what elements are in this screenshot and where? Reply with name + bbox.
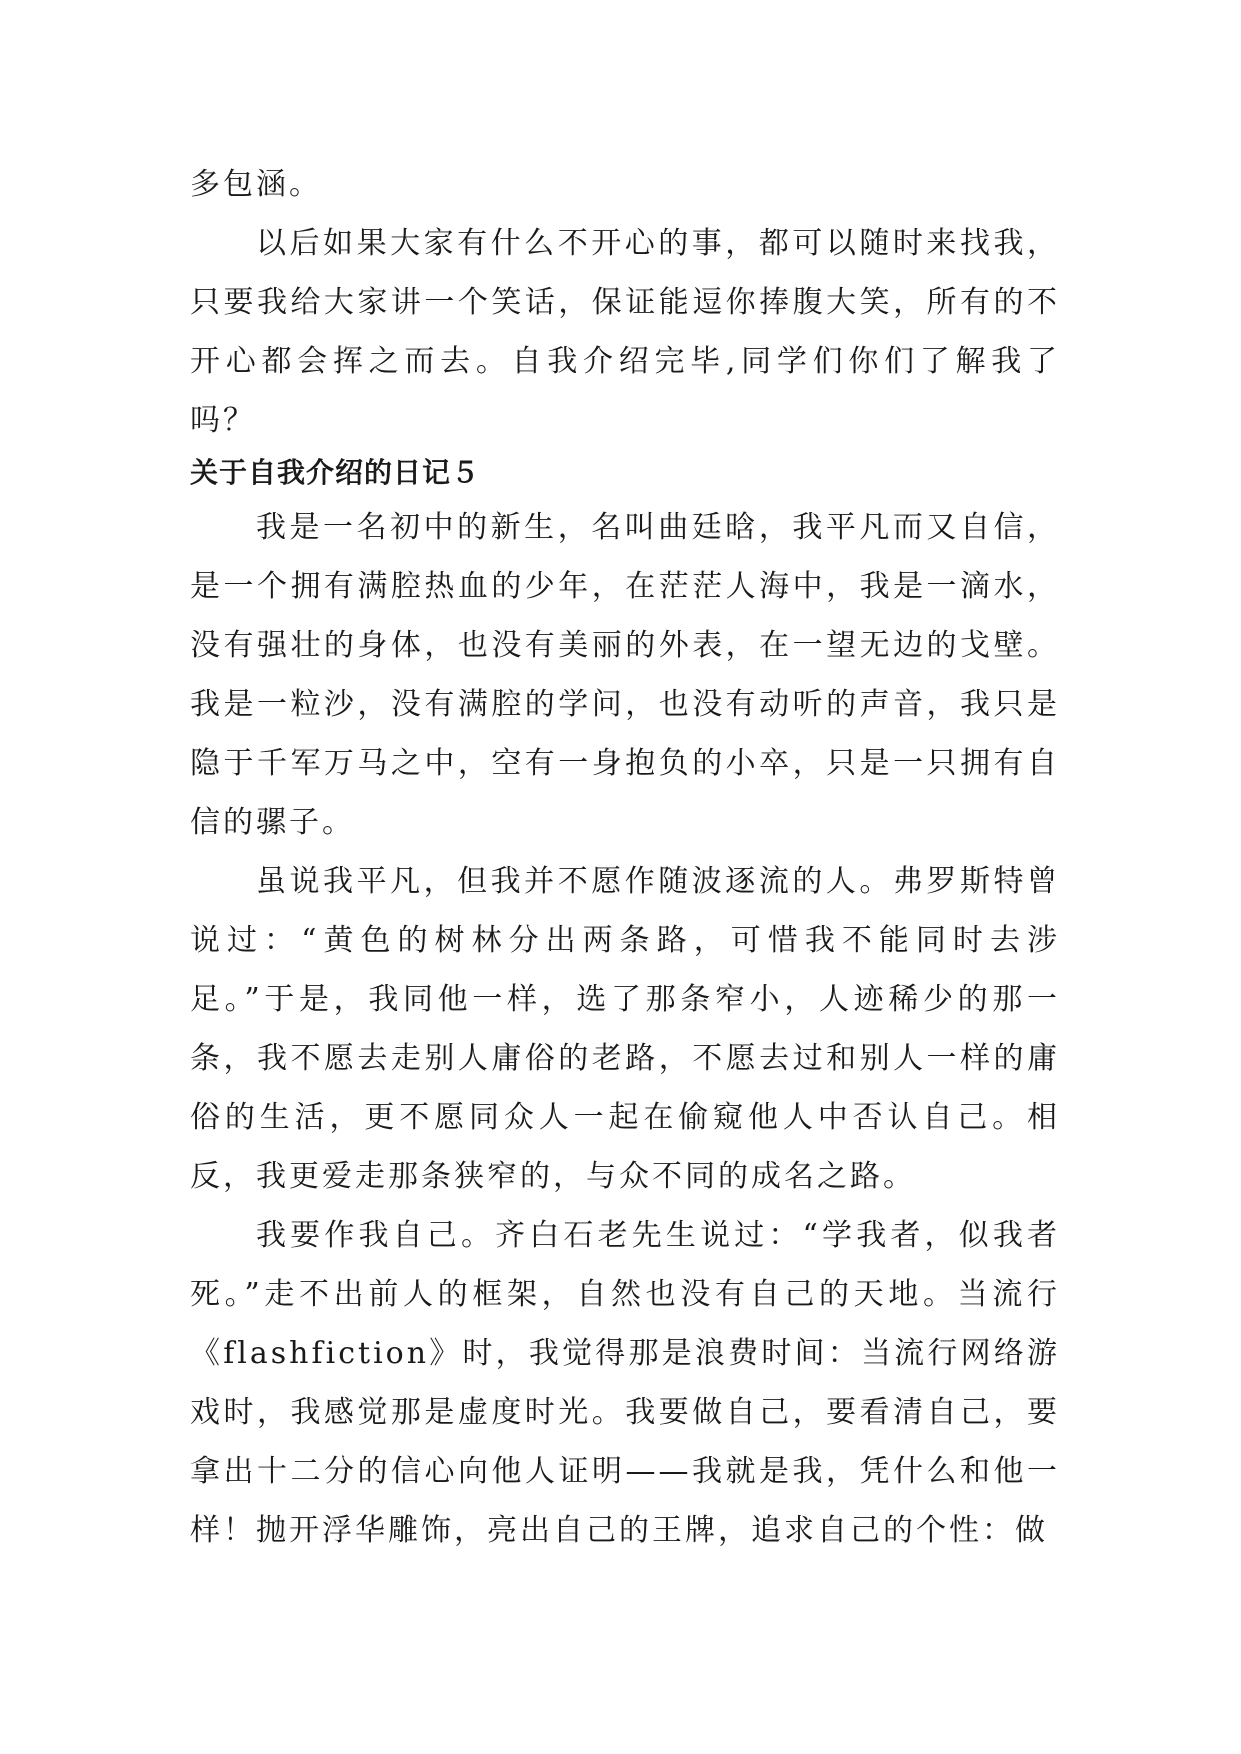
paragraph: 我是一名初中的新生，名叫曲廷晗，我平凡而又自信，是一个拥有满腔热血的少年，在茫茫人海中，我是一滴水，没有强壮的身体，也没有美丽的外表，在一望无边的戈壁。我是一粒沙，没有满腔的学问，也没有动听的声音，我只是隐于千军万马之中，空有一身抱负的小卒，只是一只拥有自信的骡子。 xyxy=(190,510,1060,840)
diary-section-5 xyxy=(190,448,1060,1560)
paragraph: 以后如果大家有什么不开心的事，都可以随时来找我，只要我给大家讲一个笑话，保证能逗你捧腹大笑，所有的不开心都会挥之而去。自我介绍完毕,同学们你们了解我了吗？ xyxy=(190,226,1060,438)
paragraph-continuation: 多包涵。 xyxy=(190,167,322,202)
paragraph: 我要作我自己。齐白石老先生说过：“学我者，似我者死。”走不出前人的框架，自然也没有自己的天地。当流行《flashfiction》时，我觉得那是浪费时间：当流行网络游戏时，我感觉那是虚度时光。我要做自己，要看清自己，要拿出十二分的信心向他人证明——我就是我，凭什么和他一样！抛开浮华雕饰，亮出自己的王牌，追求自己的个性：做 xyxy=(190,1218,1060,1548)
paragraph: 虽说我平凡，但我并不愿作随波逐流的人。弗罗斯特曾说过：“黄色的树林分出两条路，可惜我不能同时去涉足。”于是，我同他一样，选了那条窄小，人迹稀少的那一条，我不愿去走别人庸俗的老路，不愿去过和别人一样的庸俗的生活，更不愿同众人一起在偷窥他人中否认自己。相反，我更爱走那条狭窄的，与众不同的成名之路。 xyxy=(190,864,1060,1194)
previous-section-body xyxy=(190,155,1060,450)
section-heading: 关于自我介绍的日记５ xyxy=(190,456,481,489)
